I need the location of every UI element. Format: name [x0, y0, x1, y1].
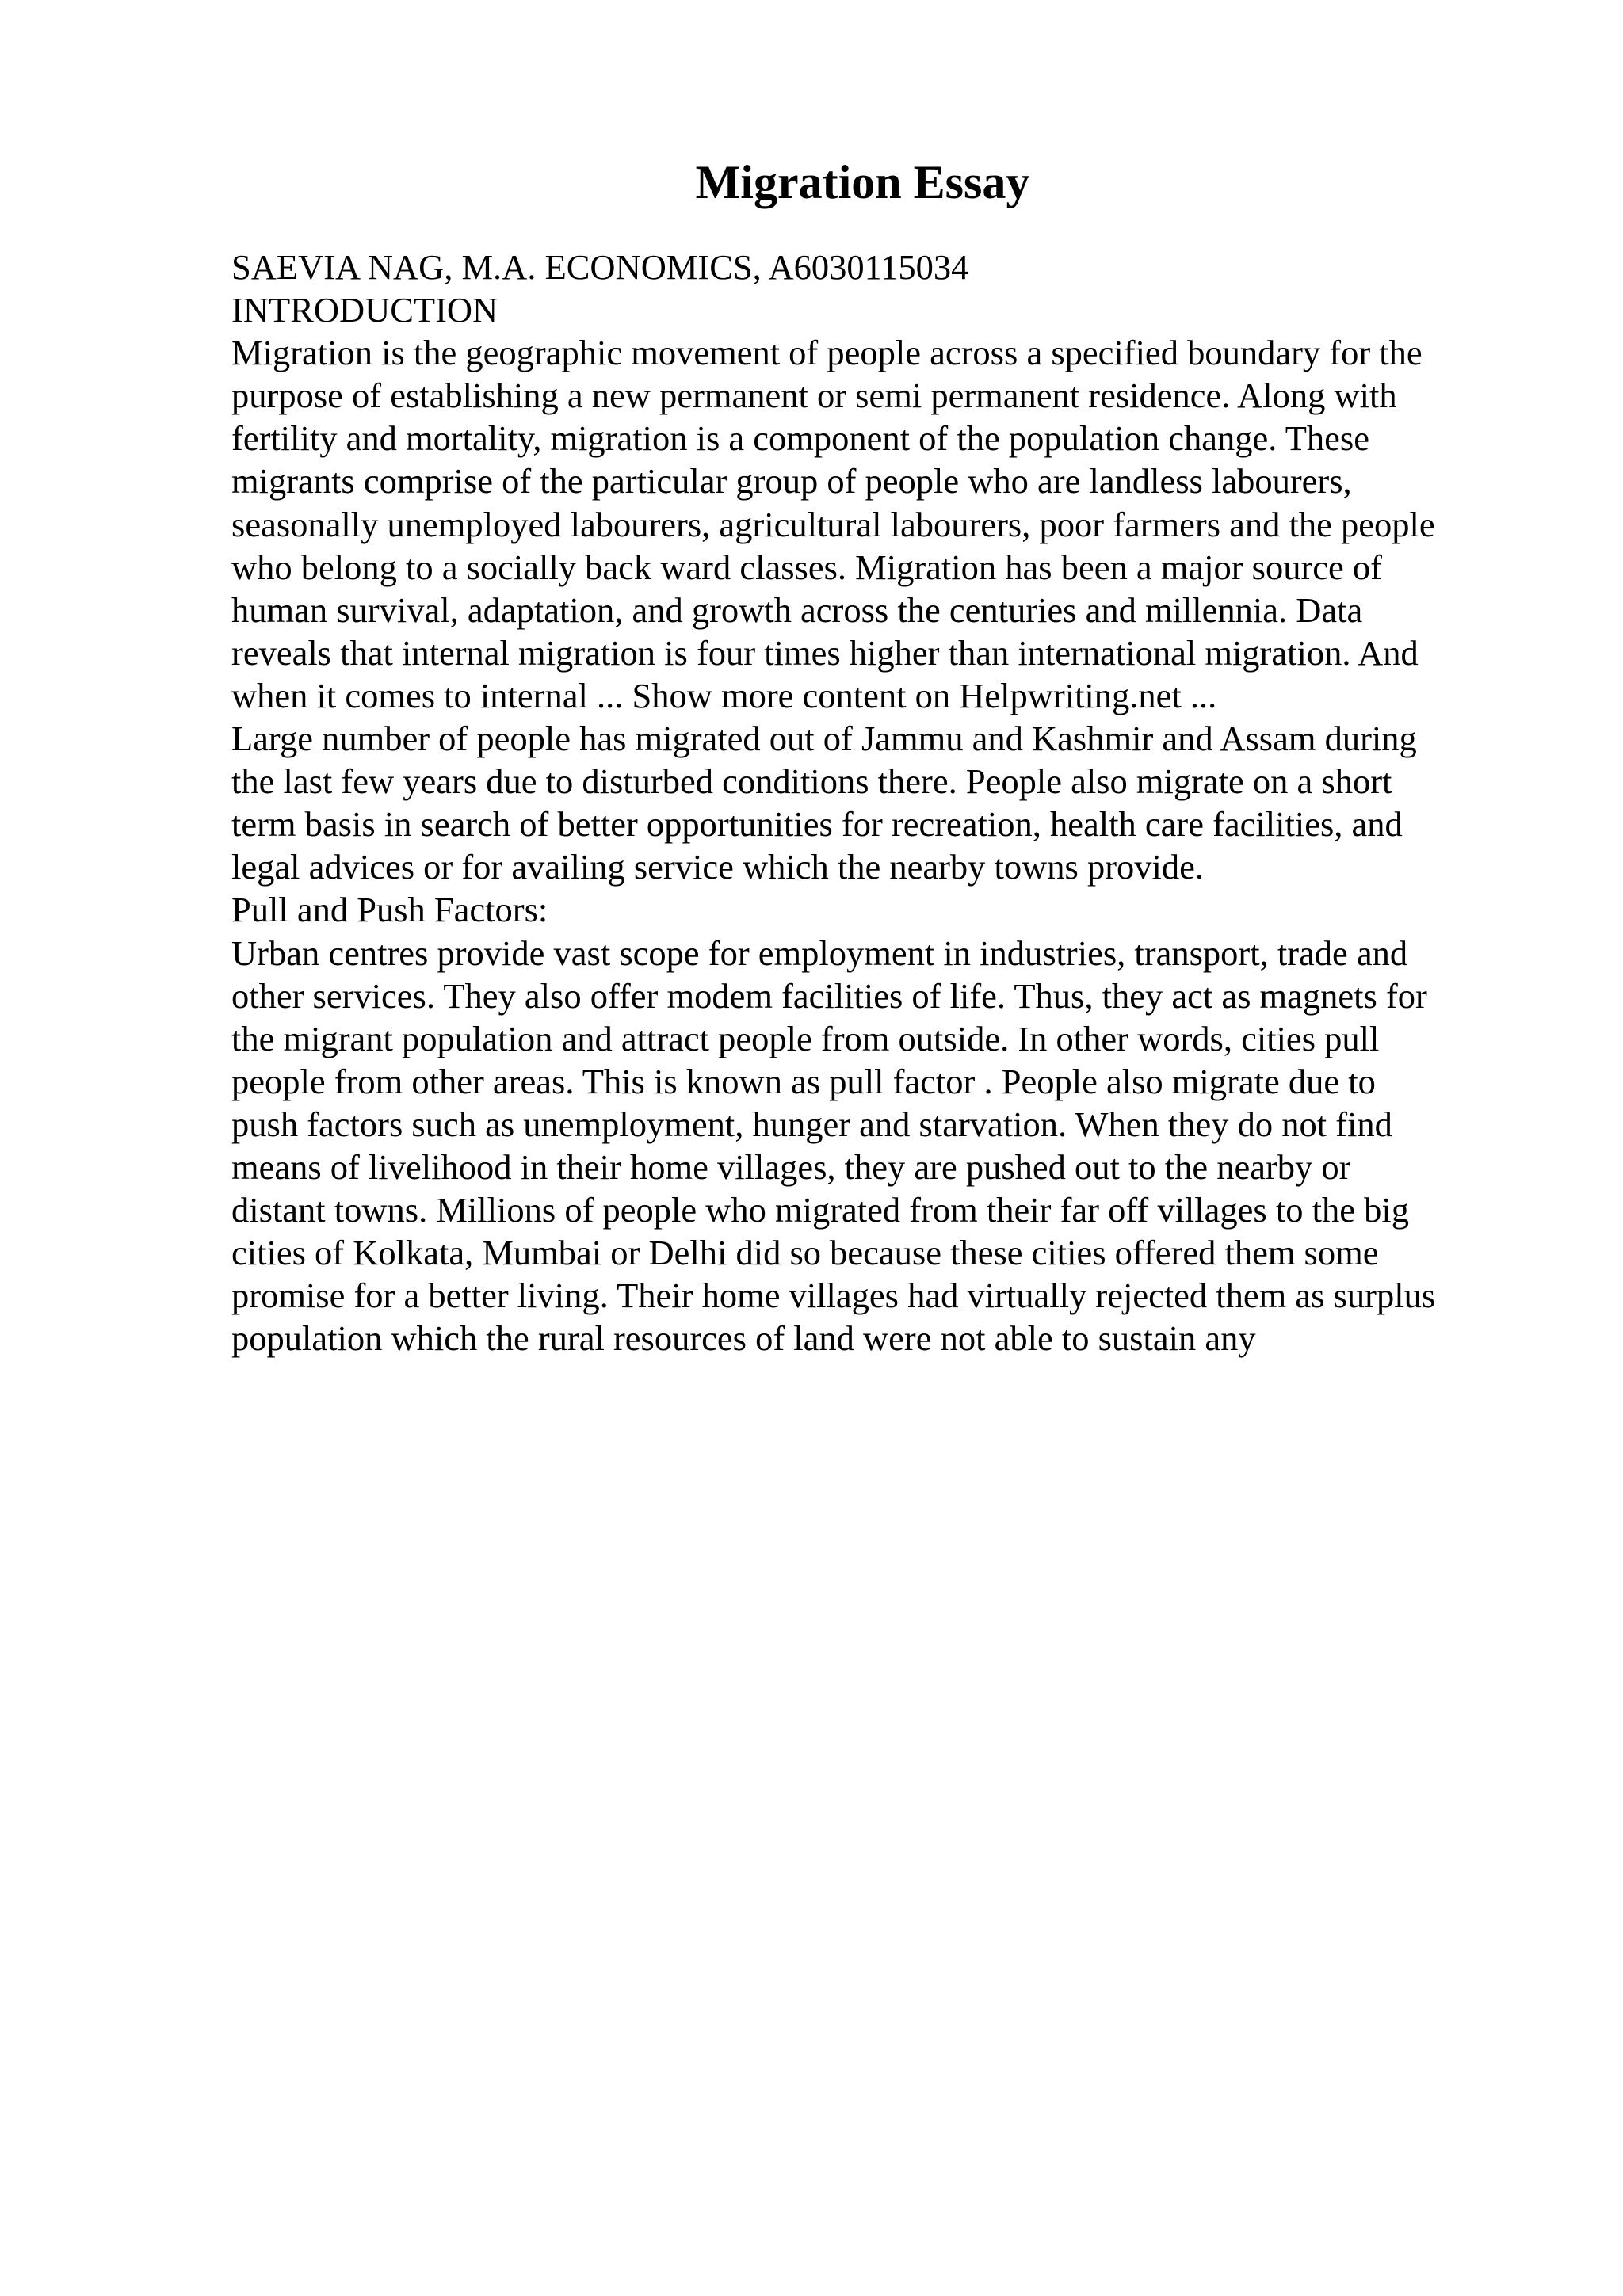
essay-body — [231, 246, 1531, 1360]
text-line: Large number of people has migrated out of Jammu and Kashmir and Assam during — [231, 719, 1417, 759]
section-heading-introduction: INTRODUCTION — [231, 290, 498, 330]
section-heading-pull-push: Pull and Push Factors: — [231, 890, 548, 930]
text-line: the migrant population and attract people from outside. In other words, cities pull — [231, 1018, 1380, 1058]
text-line: human survival, adaptation, and growth across the centuries and millennia. Data — [231, 589, 1363, 630]
text-line: purpose of establishing a new permanent or semi permanent residence. Along with — [231, 376, 1397, 416]
text-line: Migration is the geographic movement of people across a specified boundary for the — [231, 333, 1423, 373]
text-line: migrants comprise of the particular group of people who are landless labourers, — [231, 461, 1352, 502]
text-line: promise for a better living. Their home villages had virtually rejected them as surplus — [231, 1276, 1436, 1316]
text-line: other services. They also offer modem facilities of life. Thus, they act as magnets for — [231, 975, 1427, 1016]
text-line: term basis in search of better opportunities for recreation, health care facilities, and — [231, 804, 1403, 845]
text-line: reveals that internal migration is four times higher than international migration. And — [231, 632, 1419, 673]
text-line: population which the rural resources of land were not able to sustain any — [231, 1318, 1256, 1359]
text-line: push factors such as unemployment, hunger and starvation. When they do not find — [231, 1104, 1392, 1144]
text-line: means of livelihood in their home villages, they are pushed out to the nearby or — [231, 1146, 1351, 1187]
text-line: distant towns. Millions of people who migrated from their far off villages to the big — [231, 1190, 1409, 1230]
text-line-show-more: when it comes to internal ... Show more content on Helpwriting.net ... — [231, 675, 1217, 715]
text-line: seasonally unemployed labourers, agricultural labourers, poor farmers and the people — [231, 504, 1435, 544]
text-line: the last few years due to disturbed conditions there. People also migrate on a short — [231, 761, 1392, 802]
text-line: Urban centres provide vast scope for employment in industries, transport, trade and — [231, 933, 1408, 973]
text-line: fertility and mortality, migration is a component of the population change. These — [231, 418, 1369, 459]
text-line: legal advices or for availing service which the nearby towns provide. — [231, 847, 1205, 887]
text-line: who belong to a socially back ward classes. Migration has been a major source of — [231, 547, 1382, 587]
page-title: Migration Essay — [695, 156, 1030, 208]
author-line: SAEVIA NAG, M.A. ECONOMICS, A6030115034 — [231, 247, 969, 287]
text-line: cities of Kolkata, Mumbai or Delhi did so because these cities offered them some — [231, 1233, 1379, 1273]
text-line: people from other areas. This is known as pull factor . People also migrate due to — [231, 1061, 1376, 1101]
